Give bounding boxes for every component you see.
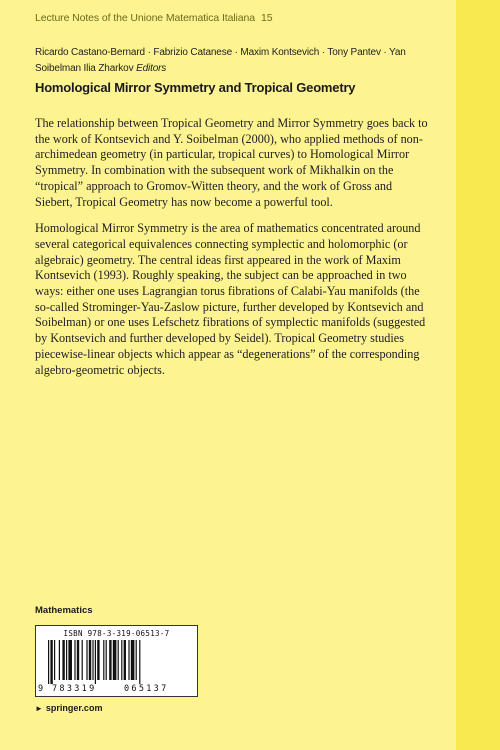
spine-color-band — [456, 0, 500, 750]
arrow-icon: ► — [35, 704, 43, 713]
back-cover-blurb — [35, 116, 430, 389]
isbn-number: ISBN 978-3-319-06513-7 — [63, 629, 170, 638]
editors-role: Editors — [136, 63, 167, 74]
blurb-paragraph-2: Homological Mirror Symmetry is the area of mathematics concentrated around several categorical equivalences connecting symplectic and holomorphic (or algebraic) geometry. The central ideas first appeared in the work of Maxim Kontsevich (1993). Roughly speaking, the subject can be approached in two ways: either one uses Lagrangian torus fibrations of Calabi-Yau manifolds (the so-called Strominger-Yau-Zaslow picture, further developed by Kontsevich and Soibelman) or one uses Lefschetz fibrations of symplectic manifolds (suggested by Kontsevich and further developed by Seidel). Tropical Geometry studies piecewise-linear objects which appear as “degenerations” of the corresponding algebro-geometric objects. — [35, 221, 426, 377]
barcode-bars — [46, 640, 187, 684]
publisher-link[interactable] — [35, 703, 102, 713]
barcode-digit-group-2: 065137 — [124, 684, 169, 694]
editors-block — [35, 45, 445, 77]
editor-names: Ricardo Castano-Bernard · Fabrizio Catanese · Maxim Kontsevich · Tony Pantev · Yan Soibelman Ilia Zharkov — [35, 47, 406, 74]
isbn-barcode — [35, 625, 198, 697]
book-title: Homological Mirror Symmetry and Tropical Geometry — [35, 80, 356, 95]
barcode-digit-group-1: 783319 — [52, 684, 97, 694]
publisher-url: springer.com — [45, 703, 103, 713]
subject-label: Mathematics — [35, 605, 93, 616]
series-line — [35, 12, 273, 24]
series-name: Lecture Notes of the Unione Matematica Italiana — [35, 12, 256, 24]
barcode-lead-digit: 9 — [38, 684, 44, 694]
series-number: 15 — [261, 12, 273, 24]
blurb-paragraph-1: The relationship between Tropical Geometry and Mirror Symmetry goes back to the work of Kontsevich and Y. Soibelman (2000), who applied methods of non-archimedean geometry (in particular, tropical curves) to Homological Mirror Symmetry. In combination with the subsequent work of Mikhalkin on the “tropical” approach to Gromov-Witten theory, and the work of Gross and Siebert, Tropical Geometry has now become a powerful tool. — [35, 116, 428, 209]
